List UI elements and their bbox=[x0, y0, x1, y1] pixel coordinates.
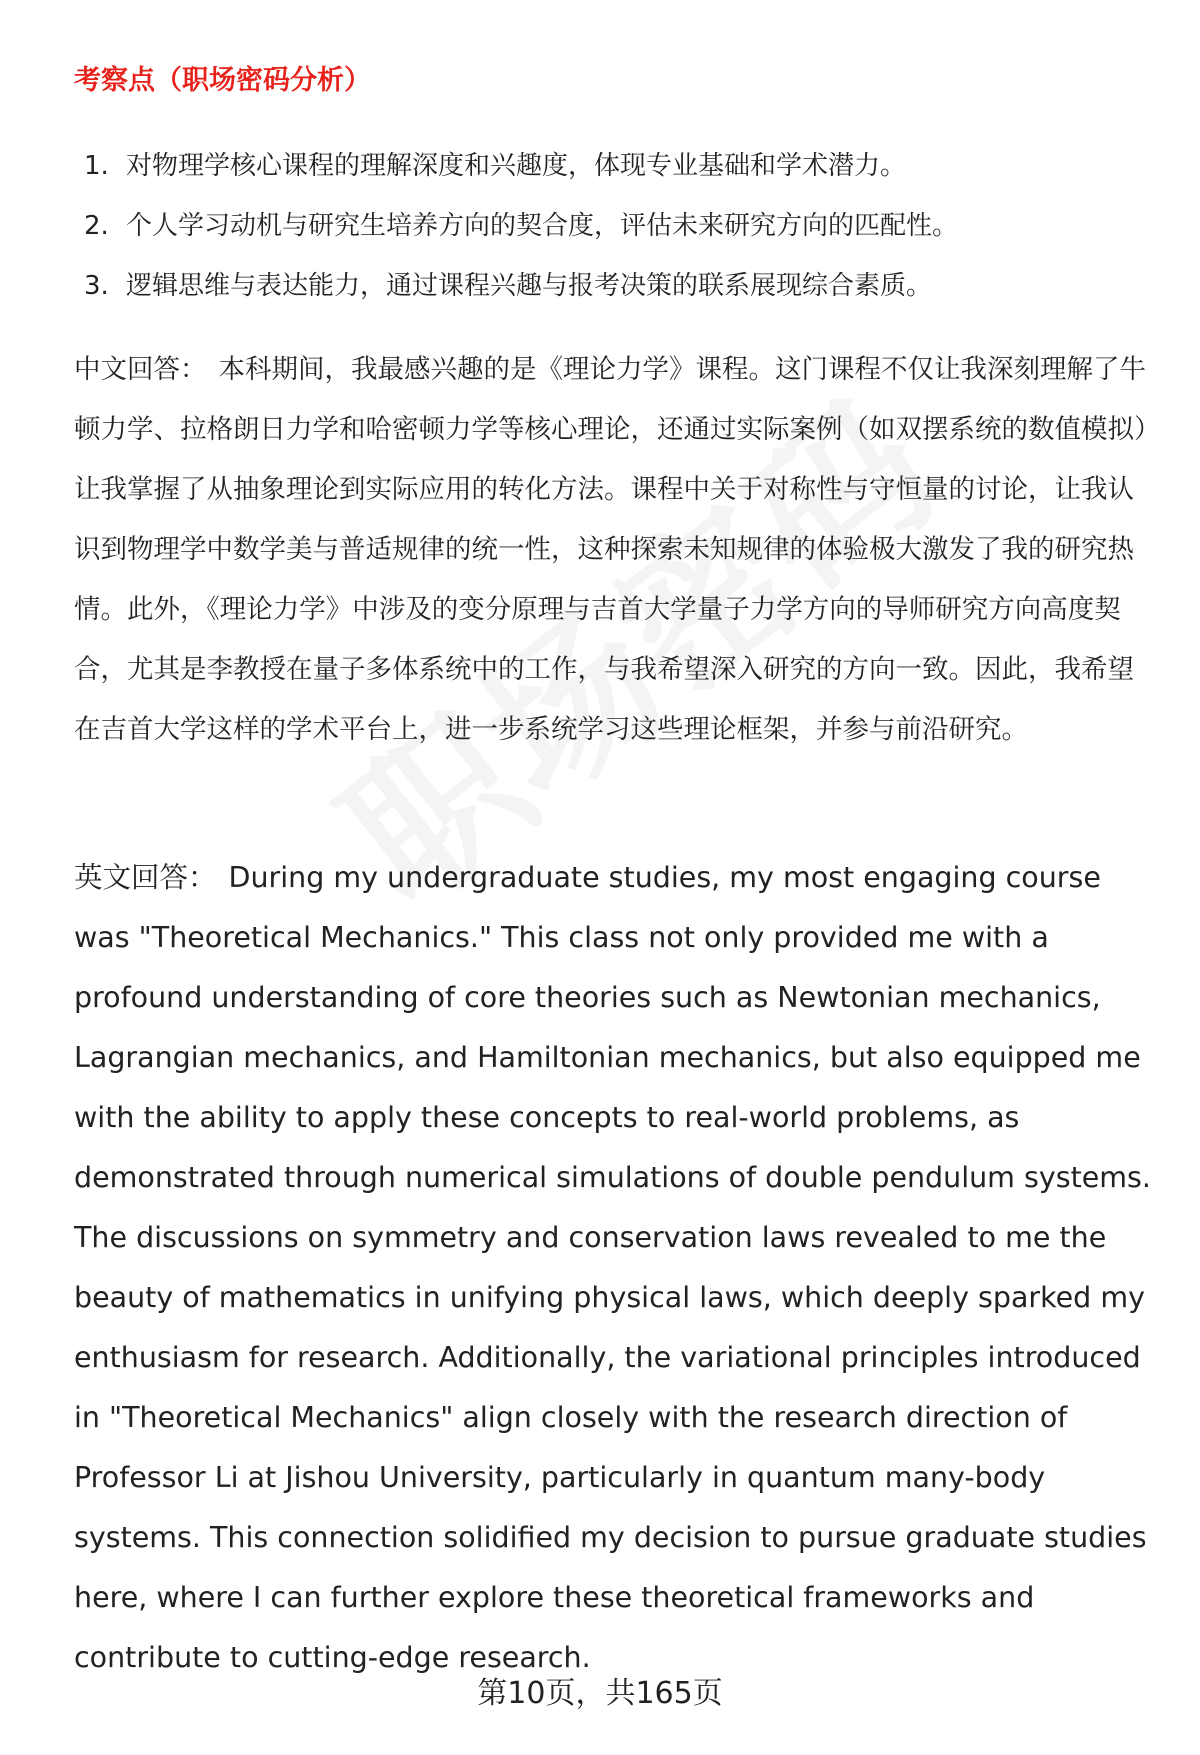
list-item bbox=[84, 196, 1164, 256]
chinese-answer-text: 本科期间，我最感兴趣的是《理论力学》课程。这门课程不仅让我深刻理解了牛顿力学、拉格朗日力学和哈密顿力学等核心理论，还通过实际案例（如双摆系统的数值模拟）让我掌握了从抽象理论到实际应用的转化方法。课程中关于对称性与守恒量的讨论，让我认识到物理学中数学美与普适规律的统一性，这种探索未知规律的体验极大激发了我的研究热情。此外，《理论力学》中涉及的变分原理与吉首大学量子力学方向的导师研究方向高度契合，尤其是李教授在量子多体系统中的工作，与我希望深入研究的方向一致。因此，我希望在吉首大学这样的学术平台上，进一步系统学习这些理论框架，并参与前沿研究。 bbox=[74, 354, 1148, 745]
page-number-footer: 第10页，共165页 bbox=[477, 1676, 723, 1711]
list-item-text: 个人学习动机与研究生培养方向的契合度，评估未来研究方向的匹配性。 bbox=[126, 211, 959, 241]
english-answer-label: 英文回答： bbox=[74, 861, 217, 894]
assessment-points-list bbox=[84, 136, 1164, 316]
list-item-number: 3. bbox=[84, 271, 109, 301]
list-item-text: 对物理学核心课程的理解深度和兴趣度，体现专业基础和学术潜力。 bbox=[126, 151, 907, 181]
list-item bbox=[84, 136, 1164, 196]
list-item-number: 2. bbox=[84, 211, 109, 241]
english-answer-paragraph bbox=[74, 848, 1154, 1688]
chinese-answer-paragraph bbox=[74, 340, 1154, 760]
english-answer-text: During my undergraduate studies, my most engaging course was "Theoretical Mechanics." This class not only provided me with a profound understanding of core theories such as Newtonian mechanics, Lagrangian mechanics, and Hamiltonian mechanics, but also equipped me with the ability to apply these concepts to real-world problems, as demonstrated through numerical simulations of double pendulum systems. The discussions on symmetry and conservation laws revealed to me the beauty of mathematics in unifying physical laws, which deeply sparked my enthusiasm for research. Additionally, the variational principles introduced in "Theoretical Mechanics" align closely with the research direction of Professor Li at Jishou University, particularly in quantum many-body systems. This connection solidified my decision to pursue graduate studies here, where I can further explore these theoretical frameworks and contribute to cutting-edge research. bbox=[74, 861, 1151, 1674]
list-item-number: 1. bbox=[84, 151, 109, 181]
list-item-text: 逻辑思维与表达能力，通过课程兴趣与报考决策的联系展现综合素质。 bbox=[126, 271, 933, 301]
section-title: 考察点（职场密码分析） bbox=[74, 65, 371, 96]
list-item bbox=[84, 256, 1164, 316]
chinese-answer-label: 中文回答： bbox=[74, 354, 207, 385]
